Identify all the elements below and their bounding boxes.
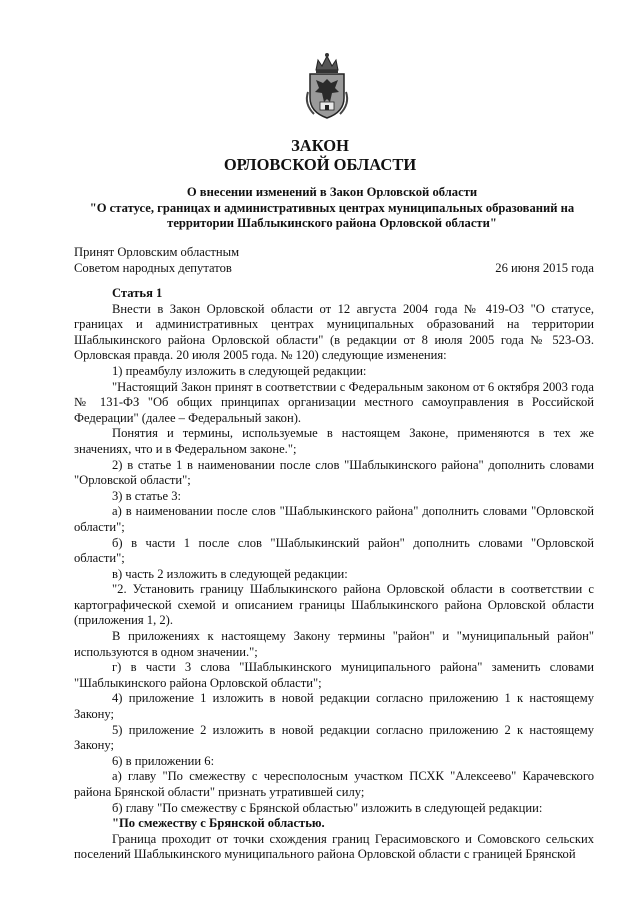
adoption-date: 26 июня 2015 года [495, 261, 594, 275]
paragraph: "Настоящий Закон принят в соответствии с Федеральным законом от 6 октября 2003 года № 131-ФЗ "Об общих принципах организации местного самоуправления в Российской Федерации" (далее – Федеральный закон). [74, 379, 594, 425]
law-region-title: ОРЛОВСКОЙ ОБЛАСТИ [223, 155, 417, 174]
paragraph: 6) в приложении 6: [112, 753, 215, 768]
paragraph: 1) преамбулу изложить в следующей редакции: [112, 363, 367, 378]
adopted-by-line2: Советом народных депутатов [74, 261, 232, 275]
paragraph: а) главу "По смежеству с чересполосным участком ПСХК "Алексеево" Карачевского района Брянской области" признать утратившей силу; [74, 769, 594, 799]
subtitle-line: территории Шаблыкинского района Орловской области" [167, 216, 497, 230]
paragraph: В приложениях к настоящему Закону термины "район" и "муниципальный район" используются в одном значении."; [74, 629, 594, 659]
subtitle-line: О внесении изменений в Закон Орловской области [186, 185, 478, 199]
paragraph: "2. Установить границу Шаблыкинского района Орловской области в соответствии с картографической схемой и описанием границы Шаблыкинского района Орловской области (приложения 1, 2). [74, 582, 594, 628]
paragraph: г) в части 3 слова "Шаблыкинского муниципального района" заменить словами "Шаблыкинского района Орловской области"; [74, 660, 594, 690]
paragraph: в) часть 2 изложить в следующей редакции: [112, 566, 348, 581]
subtitle-line: "О статусе, границах и административных центрах муниципальных образований на [89, 200, 575, 215]
paragraph: 5) приложение 2 изложить в новой редакции согласно приложению 2 к настоящему Закону; [74, 722, 594, 753]
paragraph: б) в части 1 после слов "Шаблыкинский район" дополнить словами "Орловской области"; [74, 535, 594, 566]
law-title: ЗАКОН [291, 136, 349, 155]
paragraph: б) главу "По смежеству с Брянской областью" изложить в следующей редакции: [112, 800, 543, 815]
adoption-block [74, 244, 594, 276]
coat-of-arms-icon [302, 52, 352, 122]
paragraph: а) в наименовании после слов "Шаблыкинского района" дополнить словами "Орловской области"; [74, 504, 594, 534]
paragraph: Внести в Закон Орловской области от 12 августа 2004 года № 419-ОЗ "О статусе, границах и административных центрах муниципальных образований на территории Шаблыкинского района Орловской области" (в редакции от 8 июля 2005 года № 523-ОЗ. Орловская правда. 20 июля 2005 года. № 120) следующие изменения: [74, 301, 594, 363]
paragraph: Понятия и термины, используемые в настоящем Законе, применяются в тех же значениях, что и в Федеральном законе."; [74, 426, 594, 456]
adopted-by-line1: Принят Орловским областным [74, 245, 240, 259]
article-heading: Статья 1 [112, 286, 163, 300]
paragraph: 4) приложение 1 изложить в новой редакции согласно приложению 1 к настоящему Закону; [74, 691, 594, 722]
document-body [74, 286, 594, 863]
law-subtitle [70, 185, 594, 232]
paragraph: 2) в статье 1 в наименовании после слов "Шаблыкинского района" дополнить словами "Орловской области"; [74, 457, 594, 488]
paragraph: Граница проходит от точки схождения границ Герасимовского и Сомовского сельских поселений Шаблыкинского муниципального района Орловской области с границей Брянской [74, 831, 594, 862]
section-heading: "По смежеству с Брянской областью. [112, 816, 325, 831]
paragraph: 3) в статье 3: [112, 488, 182, 503]
